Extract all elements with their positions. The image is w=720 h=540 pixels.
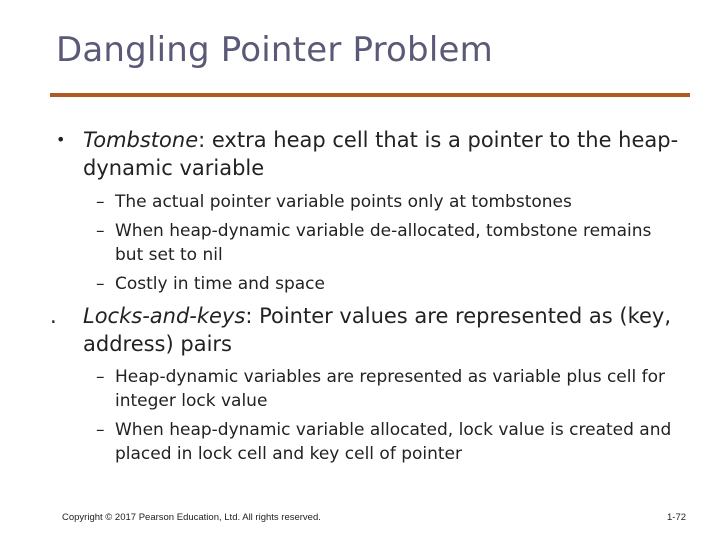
sub-bullet: [96, 272, 676, 296]
bullet-term: Locks-and-keys: [83, 304, 246, 328]
sub-bullet-marker: –: [96, 420, 105, 440]
bullet-text: [83, 302, 690, 358]
sub-bullet-marker: –: [96, 221, 105, 241]
bullet-description: : extra heap cell that is a pointer to the heap-dynamic variable: [83, 128, 679, 180]
sub-bullet: [96, 418, 676, 466]
sub-bullet-marker: –: [96, 274, 105, 294]
sub-bullet-text: When heap-dynamic variable allocated, lock value is created and placed in lock cell and key cell of pointer: [115, 420, 672, 464]
sub-bullet-text: The actual pointer variable points only at tombstones: [115, 192, 572, 212]
bullet-text: [83, 126, 696, 182]
bullet-locks-and-keys: [50, 302, 690, 358]
sub-bullet-marker: –: [96, 192, 105, 212]
sub-bullet: [96, 219, 676, 267]
slide-title: Dangling Pointer Problem: [56, 30, 493, 70]
bullet-term: Tombstone: [83, 128, 199, 152]
sub-bullet-text: When heap-dynamic variable de-allocated, tombstone remains but set to nil: [115, 221, 652, 265]
page-number: 1-72: [667, 512, 687, 523]
sub-bullet-text: Heap-dynamic variables are represented as variable plus cell for integer lock value: [115, 367, 665, 411]
sub-bullet-marker: –: [96, 367, 105, 387]
bullet-description: : Pointer values are represented as (key, address) pairs: [83, 304, 672, 356]
sub-bullet: [96, 190, 676, 214]
title-divider: [50, 93, 690, 97]
bullet-marker: •: [56, 130, 66, 149]
copyright-notice: Copyright © 2017 Pearson Education, Ltd. All rights reserved.: [62, 512, 321, 523]
sub-bullet-text: Costly in time and space: [115, 274, 325, 294]
bullet-tombstone: [56, 126, 696, 182]
sub-bullet: [96, 365, 676, 413]
bullet-marker: .: [50, 304, 57, 328]
